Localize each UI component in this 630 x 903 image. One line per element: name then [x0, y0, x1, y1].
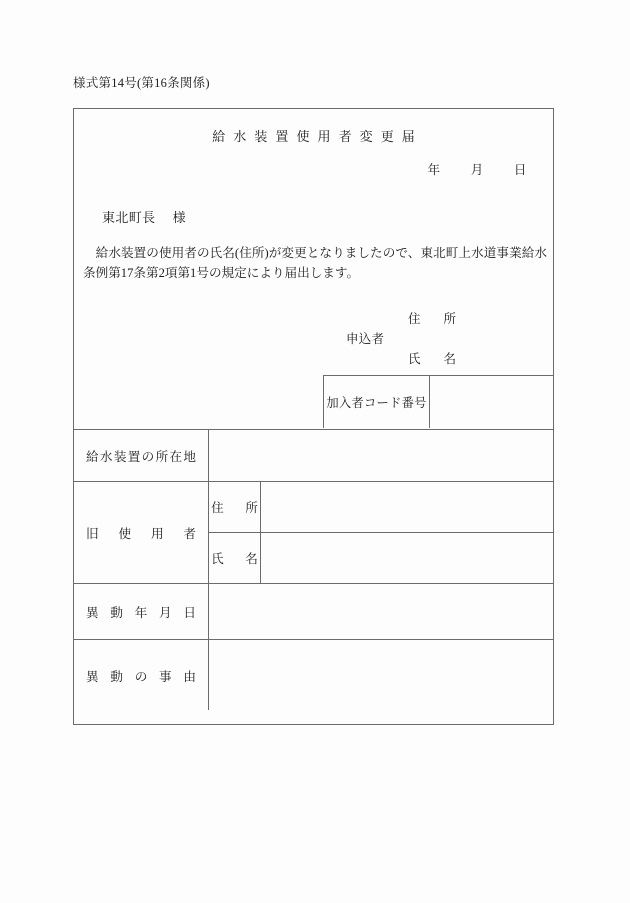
old-user-address-label: 住 所	[209, 482, 261, 532]
date-line	[428, 160, 527, 178]
form-table	[74, 429, 553, 710]
applicant-name-label: 氏 名	[408, 352, 462, 366]
applicant-address-label: 住 所	[408, 312, 462, 326]
old-user-name-row	[209, 533, 553, 583]
old-user-subrows	[209, 482, 553, 583]
date-day-label: 日	[513, 163, 527, 177]
applicant-block	[346, 309, 496, 367]
old-user-address-value[interactable]	[261, 482, 553, 532]
old-user-address-row	[209, 482, 553, 533]
applicant-label: 申込者	[346, 332, 385, 346]
form-frame	[73, 108, 554, 725]
location-value[interactable]	[209, 430, 553, 481]
date-month-label: 月	[470, 163, 484, 177]
old-user-name-value[interactable]	[261, 533, 553, 583]
old-user-label: 旧使用者	[74, 482, 209, 583]
location-label: 給水装置の所在地	[74, 430, 209, 481]
table-row-old-user	[74, 482, 553, 584]
form-header-section	[74, 109, 553, 429]
change-date-value[interactable]	[209, 584, 553, 639]
addressee	[102, 207, 186, 226]
table-row-change-reason	[74, 640, 553, 710]
table-row-change-date	[74, 584, 553, 640]
change-reason-label: 異動の事由	[74, 640, 209, 710]
addressee-name: 東北町長	[102, 210, 156, 225]
old-user-name-label: 氏 名	[209, 533, 261, 583]
subscriber-code-label: 加入者コード番号	[324, 376, 430, 428]
page-title: 給水装置使用者変更届	[212, 129, 423, 144]
subscriber-code-value[interactable]	[430, 376, 553, 428]
date-year-label: 年	[427, 163, 441, 177]
change-reason-value[interactable]	[209, 640, 553, 710]
form-number-caption: 様式第14号(第16条関係)	[73, 76, 210, 90]
body-paragraph	[83, 243, 547, 284]
addressee-honorific: 様	[172, 210, 186, 225]
body-paragraph-text: 給水装置の使用者の氏名(住所)が変更となりましたので、東北町上水道事業給水条例第17条第2項第1号の規定により届出します。	[83, 246, 547, 281]
table-row-location	[74, 430, 553, 482]
change-date-label: 異動年月日	[74, 584, 209, 639]
subscriber-code-box	[323, 375, 553, 428]
